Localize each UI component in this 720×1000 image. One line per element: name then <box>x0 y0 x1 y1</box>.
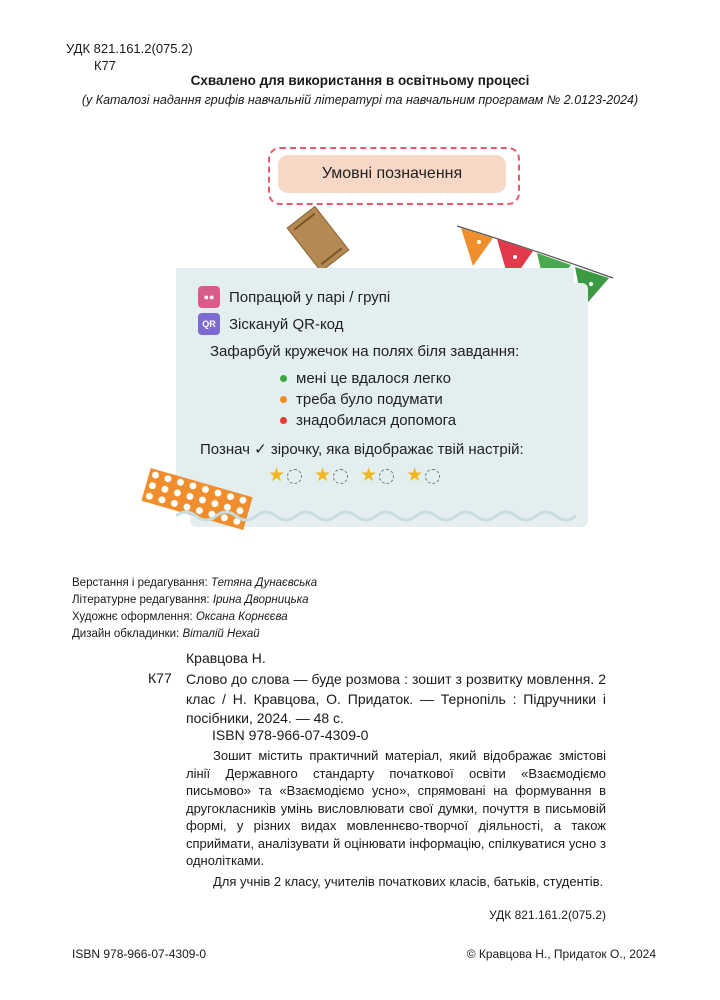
credit-label: Верстання і редагування: <box>72 577 208 589</box>
green-dot-icon <box>280 375 287 382</box>
credit-label: Дизайн обкладинки: <box>72 628 180 640</box>
bib-abstract: Зошит містить практичний матеріал, який відображає змістові лінії Державного стандарту початкової освіти «Взаємодіємо письмово» та «Взаємодіємо усно», спрямовані на формування в другокласників умінь висловлювати свої думки, почуття в письмовій формі, у різних видах мовленнєво-творчої діяльності, а також сприймати, аналізувати й оцінювати інформацію, спілкуватися усно з однолітками. <box>186 748 606 868</box>
legend-item-think <box>280 391 443 408</box>
legend-item-label: мені це вдалося легко <box>296 370 451 387</box>
mood-stars <box>268 466 452 486</box>
bib-author: Кравцова Н. <box>186 650 266 666</box>
star-icon: ★ <box>314 465 332 486</box>
mood-instruction-text: Познач ✓ зірочку, яка відображає твій настрій: <box>200 441 524 458</box>
star-icon: ★ <box>268 465 286 486</box>
credit-row <box>72 592 317 609</box>
circle-icon <box>379 469 394 484</box>
color-instruction-text: Зафарбуй кружечок на полях біля завдання: <box>210 343 520 360</box>
circle-icon <box>333 469 348 484</box>
qr-label: Зіскануй QR-код <box>229 315 344 333</box>
credit-label: Художнє оформлення: <box>72 611 193 623</box>
wavy-edge-icon <box>176 508 586 530</box>
credit-row <box>72 609 317 626</box>
mood-instruction <box>200 440 524 458</box>
legend-item-easy <box>280 370 451 387</box>
legend-qr <box>198 313 343 335</box>
qr-code-icon: QR <box>198 313 220 335</box>
bib-code: К77 <box>148 670 172 686</box>
pair-work-icon: ●● <box>198 286 220 308</box>
color-instruction <box>210 343 519 360</box>
legend-item-help <box>280 412 456 429</box>
credit-value: Ірина Дворницька <box>212 594 309 606</box>
udk-code: УДК 821.161.2(075.2) <box>66 41 193 56</box>
orange-dot-icon <box>280 396 287 403</box>
credit-row <box>72 626 317 643</box>
bib-description: Слово до слова — буде розмова : зошит з розвитку мовлення. 2 клас / Н. Кравцова, О. Придаток. — Тернопіль : Підручники і посібники, 2024. — 48 с. <box>186 671 606 726</box>
credit-value: Тетяна Дунаєвська <box>210 577 318 589</box>
credit-label: Літературне редагування: <box>72 594 210 606</box>
credits <box>72 575 317 643</box>
credit-value: Оксана Корнєєва <box>195 611 288 623</box>
catalog-notice: (у Каталозі надання грифів навчальній літературі та навчальним програмам № 2.0123-2024) <box>81 93 639 107</box>
bib-isbn: ISBN 978-966-07-4309-0 <box>212 727 369 743</box>
circle-icon <box>287 469 302 484</box>
legend-item-label: треба було подумати <box>296 391 443 408</box>
red-dot-icon <box>280 417 287 424</box>
footer-copyright: © Кравцова Н., Придаток О., 2024 <box>466 947 656 961</box>
udk-header <box>66 40 193 74</box>
legend-item-label: знадобилася допомога <box>296 412 457 429</box>
bib-audience: Для учнів 2 класу, учителів початкових класів, батьків, студентів. <box>213 874 604 889</box>
credit-value: Віталій Нехай <box>182 628 260 640</box>
library-code: К77 <box>94 58 117 73</box>
star-icon: ★ <box>406 465 424 486</box>
bib-udk: УДК 821.161.2(075.2) <box>489 908 606 922</box>
legend-title: Умовні позначення <box>278 155 506 193</box>
pair-work-label: Попрацюй у парі / групі <box>229 288 391 306</box>
star-icon: ★ <box>360 465 378 486</box>
approval-notice: Схвалено для використання в освітньому процесі <box>190 73 530 88</box>
circle-icon <box>425 469 440 484</box>
legend-pair-work <box>198 286 390 308</box>
credit-row <box>72 575 317 592</box>
tape-decoration-icon <box>287 206 350 272</box>
footer-isbn: ISBN 978-966-07-4309-0 <box>72 947 207 961</box>
